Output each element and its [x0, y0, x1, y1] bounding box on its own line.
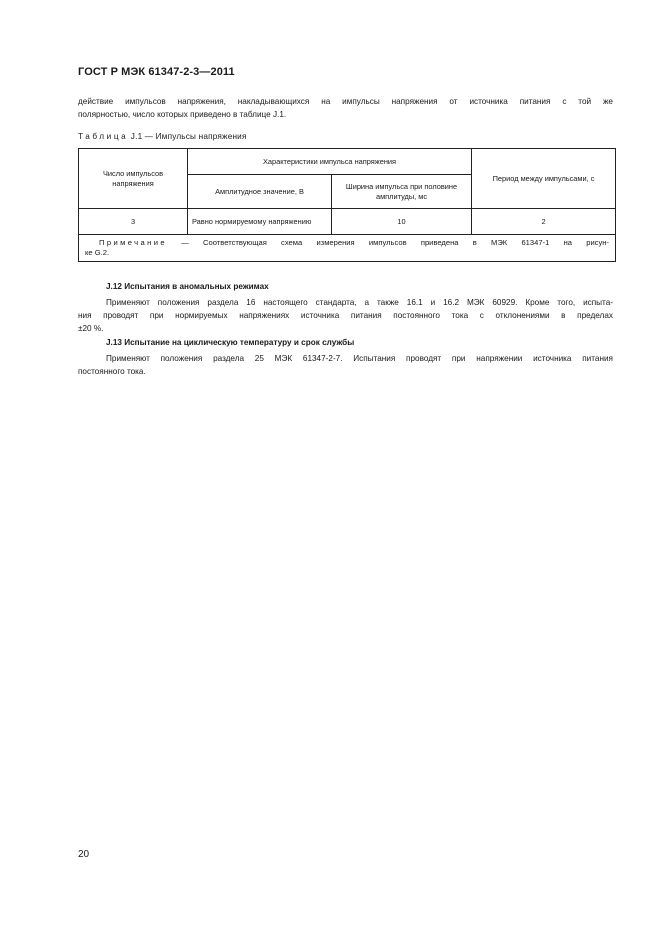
cell-pulse-count: 3	[79, 209, 188, 235]
table-note	[79, 235, 616, 262]
header-pulse-width: Ширина импульса при половине амплитуды, мс	[332, 175, 472, 209]
section-j13-line-2: постоянного тока.	[78, 367, 146, 376]
header-amplitude: Амплитудное значение, В	[188, 175, 332, 209]
table-caption	[78, 132, 247, 141]
note-line-1: — Соответствующая схема измерения импульсов приведена в МЭК 61347-1 на рисун-	[181, 238, 610, 247]
intro-line-2: полярностью, число которых приведено в таблице J.1.	[78, 110, 287, 119]
intro-paragraph	[78, 95, 613, 121]
note-line-2: ке G.2.	[85, 248, 110, 257]
table-row	[79, 209, 616, 235]
section-j12-line-2: ния проводят при нормируемых напряжениях источника питания постоянного тока с отклонениями в пределах	[78, 311, 613, 320]
section-j13-heading: J.13 Испытание на циклическую температуру и срок службы	[106, 338, 355, 347]
document-header: ГОСТ Р МЭК 61347-2-3—2011	[78, 66, 235, 78]
cell-period: 2	[472, 209, 616, 235]
section-j12-heading: J.12 Испытания в аномальных режимах	[106, 282, 269, 291]
pulse-table	[78, 148, 616, 262]
section-j13-line-1: Применяют положения раздела 25 МЭК 61347-2-7. Испытания проводят при напряжении источника питания	[106, 354, 613, 363]
note-label: Примечание	[99, 238, 167, 247]
cell-amplitude: Равно нормируемому напряжению	[188, 209, 332, 235]
header-period: Период между импульсами, с	[472, 149, 616, 209]
table-caption-title: J.1 — Импульсы напряжения	[130, 132, 247, 141]
intro-line-1: действие импульсов напряжения, накладывающихся на импульсы напряжения от источника питания с той же	[78, 97, 613, 106]
table-caption-word: Таблица	[78, 132, 129, 141]
page-number: 20	[78, 849, 90, 860]
header-pulse-characteristics: Характеристики импульса напряжения	[188, 149, 472, 175]
table-note-row	[79, 235, 616, 262]
cell-pulse-width: 10	[332, 209, 472, 235]
section-j12-line-1: Применяют положения раздела 16 настоящего стандарта, а также 16.1 и 16.2 МЭК 60929. Кроме того, испыта-	[106, 298, 613, 307]
section-j12	[78, 280, 613, 335]
header-pulse-count: Число импульсов напряжения	[79, 149, 188, 209]
section-j12-line-3: ±20 %.	[78, 324, 104, 333]
section-j13	[78, 336, 613, 378]
